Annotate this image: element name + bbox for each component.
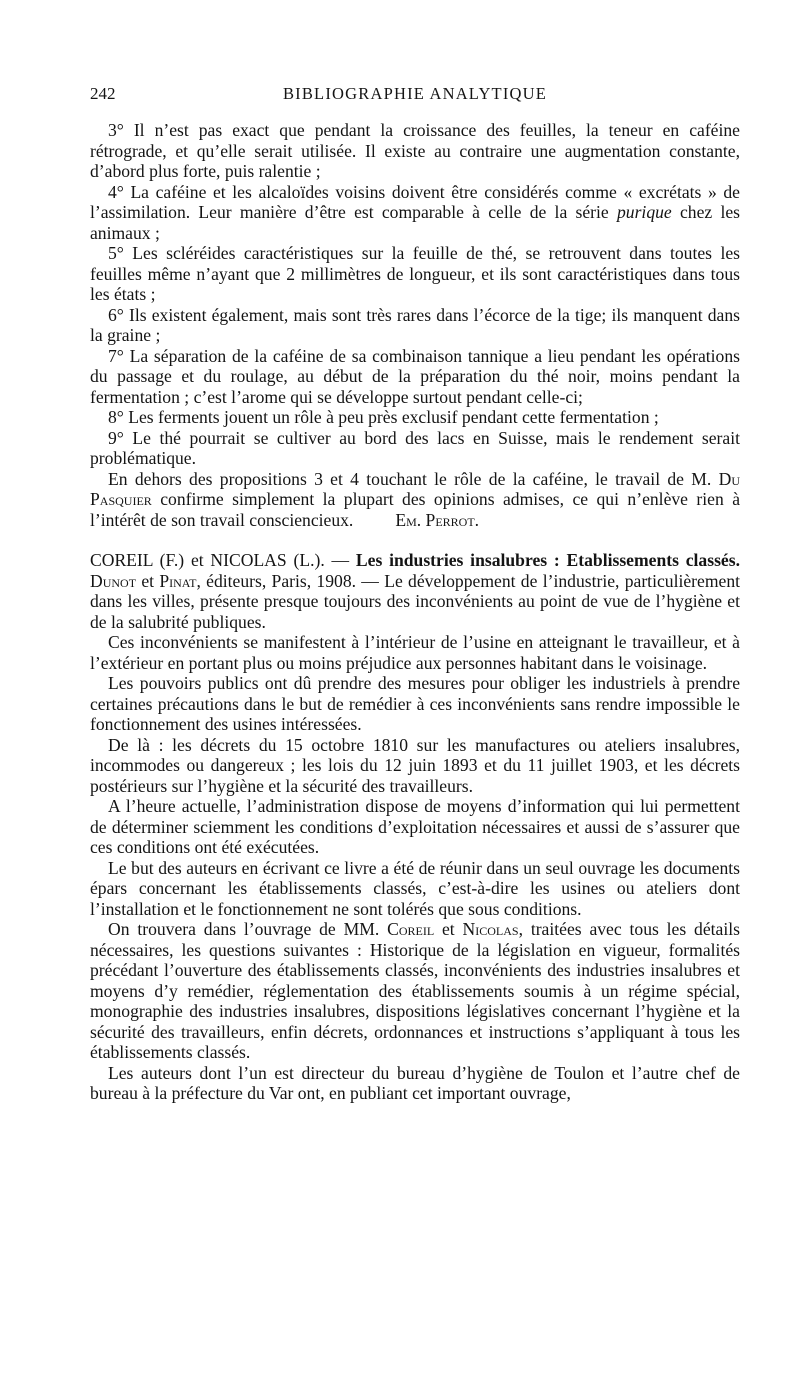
paragraph: Les auteurs dont l’un est directeur du bureau d’hygiène de Toulon et l’autre chef de bureau à la préfecture du Var ont, en publiant cet important ouvrage, bbox=[90, 1062, 740, 1103]
review-du-pasquier bbox=[90, 120, 740, 530]
paragraph: De là : les décrets du 15 octobre 1810 sur les manufactures ou ateliers insalubres, incommodes ou dangereux ; les lois du 12 juin 1893 et du 11 juillet 1903, et les décrets postérieurs sur l’hygiène et la sécurité des travailleurs. bbox=[90, 734, 740, 796]
running-title: BIBLIOGRAPHIE ANALYTIQUE bbox=[282, 84, 548, 103]
point-9: 9° Le thé pourrait se cultiver au bord des lacs en Suisse, mais le rendement serait problématique. bbox=[90, 427, 740, 468]
author-name: Du Pasquier bbox=[90, 468, 740, 509]
book-title: Les industries insalubres : Etablissements classés. bbox=[355, 550, 740, 570]
review-heading: COREIL (F.) et NICOLAS (L.). — Les industries insalubres : Etablissements classés. Dunot et Pinat, éditeurs, Paris, 1908. — Le développement de l’industrie, particulièrement dans les villes, présente presque toujours des inconvénients au point de vue de l’hygiène et de la salubrité publiques. bbox=[90, 550, 740, 632]
paragraph: A l’heure actuelle, l’administration dispose de moyens d’information qui lui permettent de déterminer sciemment les conditions d’exploitation nécessaires et aussi de s’assurer que ces conditions ont été exécutées. bbox=[90, 796, 740, 857]
point-3: 3° Il n’est pas exact que pendant la croissance des feuilles, la teneur en caféine rétrograde, et qu’elle serait utilisée. Il existe au contraire une augmentation constante, d’abord plus forte, puis ralentie ; bbox=[90, 120, 740, 181]
point-7: 7° La séparation de la caféine de sa combinaison tannique a lieu pendant les opérations du passage et du roulage, au début de la préparation du thé noir, moins pendant la fermentation ; c’est l’arome qui se développe surtout pendant celle-ci; bbox=[90, 345, 740, 407]
point-4: 4° La caféine et les alcaloïdes voisins doivent être considérés comme « excrétats » de l’assimilation. Leur manière d’être est comparable à celle de la série purique chez les animaux ; bbox=[90, 181, 740, 243]
book-page bbox=[90, 84, 740, 1104]
paragraph: Le but des auteurs en écrivant ce livre a été de réunir dans un seul ouvrage les documents épars concernant les établissements classés, c’est-à-dire les usines ou ateliers dont l’installation et le fonctionnement ne sont tolérés que sous conditions. bbox=[90, 857, 740, 919]
page-number: 242 bbox=[90, 84, 116, 103]
paragraph: On trouvera dans l’ouvrage de MM. Coreil et Nicolas, traitées avec tous les détails nécessaires, les questions suivantes : Historique de la législation en vigueur, formalités précédant l’ouverture des établissements classés, inconvénients des industries insalubres et moyens d’y remédier, réglementation des établissements soumis à un régime spécial, monographie des industries insalubres, dispositions législatives concernant l’hygiène et la sécurité des travailleurs, enfin décrets, ordonnances et instructions s’appliquant à tous les établissements classés. bbox=[90, 919, 740, 1062]
review-conclusion: En dehors des propositions 3 et 4 touchant le rôle de la caféine, le travail de M. Du Pasquier confirme simplement la plupart des opinions admises, ce qui n’enlève rien à l’intérêt de son travail consciencieux. Em. Perrot. bbox=[90, 468, 740, 530]
reviewer-signature: Em. Perrot. bbox=[395, 509, 480, 530]
book-authors: COREIL (F.) et NICOLAS (L.). — bbox=[90, 550, 356, 570]
point-8: 8° Les ferments jouent un rôle à peu près exclusif pendant cette fermentation ; bbox=[108, 407, 659, 427]
point-5: 5° Les scléréides caractéristiques sur la feuille de thé, se retrouvent dans toutes les feuilles même n’ayant que 2 millimètres de longueur, et ils sont caractéristiques dans tous les états ; bbox=[90, 243, 740, 304]
review-coreil-nicolas bbox=[90, 550, 740, 1104]
point-6: 6° Ils existent également, mais sont très rares dans l’écorce de la tige; ils manquent dans la graine ; bbox=[90, 304, 740, 345]
paragraph: Les pouvoirs publics ont dû prendre des mesures pour obliger les industriels à prendre certaines précautions dans le but de remédier à ces inconvénients sans rendre impossible le fonctionnement des usines intéressées. bbox=[90, 673, 740, 734]
page-header bbox=[90, 84, 740, 108]
paragraph: Ces inconvénients se manifestent à l’intérieur de l’usine en atteignant le travailleur, et à l’extérieur en portant plus ou moins préjudice aux personnes habitant dans le voisinage. bbox=[90, 632, 740, 673]
